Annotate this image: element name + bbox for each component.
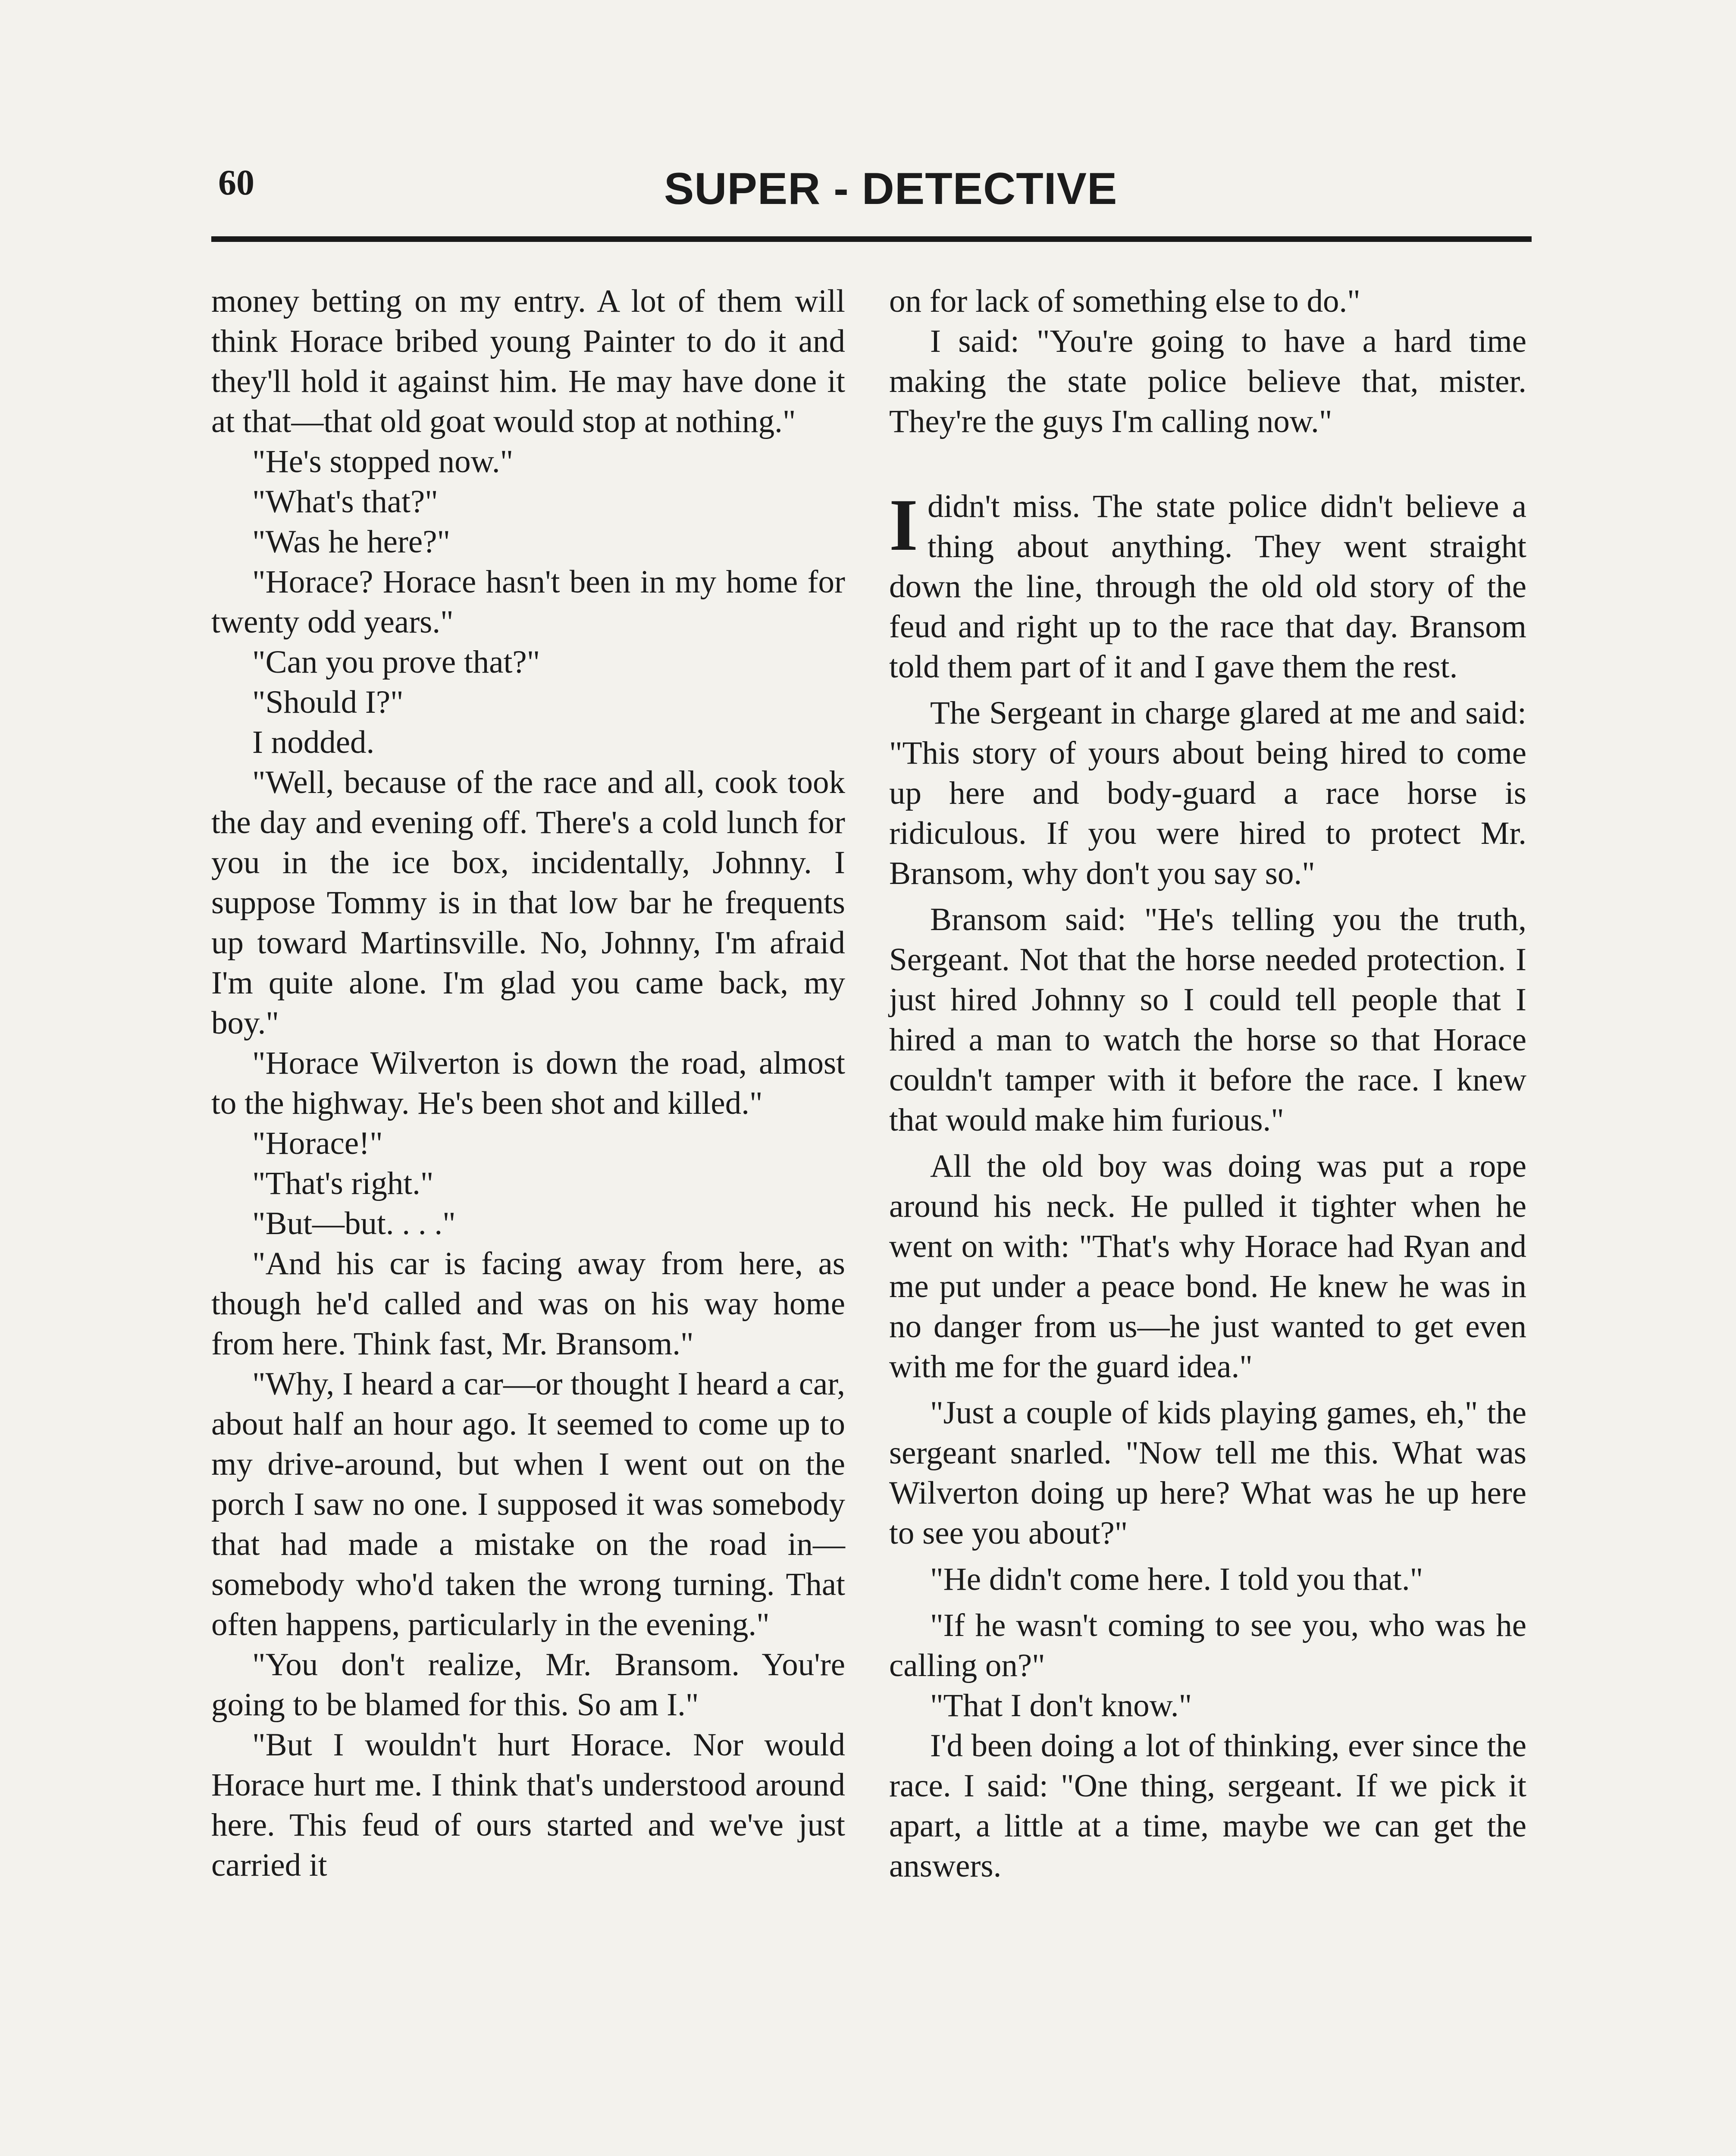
paragraph: All the old boy was doing was put a rope around his neck. He pulled it tighter when he went on with: "That's why Horace had Ryan and me put under a peace bond. He knew he was in no danger from us—he just wanted to get even with me for the guard idea.": [889, 1148, 1526, 1385]
paragraph: "But—but. . . .": [252, 1206, 456, 1241]
paragraph: "He's stopped now.": [252, 444, 514, 479]
drop-cap: I: [889, 484, 918, 566]
paragraph: "Horace? Horace hasn't been in my home for twenty odd years.": [211, 564, 845, 640]
page-number: 60: [218, 163, 254, 203]
paragraph: on for lack of something else to do.": [889, 283, 1360, 319]
paragraph: "And his car is facing away from here, as though he'd called and was on his way home from here. Think fast, Mr. Bransom.": [211, 1246, 845, 1362]
paragraph: The Sergeant in charge glared at me and said: "This story of yours about being hired to come up here and body-guard a race horse is ridiculous. If you were hired to protect Mr. Bransom, why don't you say so.": [889, 695, 1526, 891]
paragraph: Bransom said: "He's telling you the truth, Sergeant. Not that the horse needed protection. I just hired Johnny so I could tell people that I hired a man to watch the horse so that Horace couldn't tamper with it before the race. I knew that would make him furious.": [889, 902, 1526, 1138]
paragraph: "What's that?": [252, 484, 438, 520]
right-column: [889, 281, 1526, 1886]
paragraph: "That's right.": [252, 1166, 434, 1201]
paragraph: "Why, I heard a car—or thought I heard a car, about half an hour ago. It seemed to come up to my drive-around, but when I went out on the porch I saw no one. I supposed it was somebody that had made a mistake on the road in—somebody who'd taken the wrong turning. That often happens, particularly in the evening.": [211, 1366, 845, 1642]
paragraph: "Well, because of the race and all, cook took the day and evening off. There's a cold lunch for you in the ice box, incidentally, Johnny. I suppose Tommy is in that low bar he frequents up toward Martinsville. No, Johnny, I'm afraid I'm quite alone. I'm glad you came back, my boy.": [211, 765, 845, 1041]
section-opening-paragraph: [889, 486, 1526, 687]
running-title: SUPER - DETECTIVE: [664, 164, 1118, 214]
paragraph: money betting on my entry. A lot of them will think Horace bribed young Painter to do it and they'll hold it against him. He may have done it at that—that old goat would stop at nothing.": [211, 283, 845, 439]
paragraph: "Just a couple of kids playing games, eh," the sergeant snarled. "Now tell me this. What was Wilverton doing up here? What was he up here to see you about?": [889, 1395, 1526, 1551]
paragraph: "If he wasn't coming to see you, who was he calling on?": [889, 1608, 1526, 1683]
paragraph: "You don't realize, Mr. Bransom. You're going to be blamed for this. So am I.": [211, 1647, 845, 1723]
paragraph: I nodded.: [252, 724, 375, 760]
section-opening-text: didn't miss. The state police didn't believe a thing about anything. They went straight down the line, through the old old story of the feud and right up to the race that day. Bransom told them part of it and I gave them the rest.: [889, 489, 1526, 685]
page-header: [0, 0, 1736, 246]
paragraph: "Should I?": [252, 684, 404, 720]
paragraph: "Horace!": [252, 1125, 383, 1161]
paragraph: "He didn't come here. I told you that.": [930, 1561, 1423, 1597]
paragraph: "Can you prove that?": [252, 644, 540, 680]
paragraph: "That I don't know.": [930, 1688, 1192, 1724]
paragraph: "Horace Wilverton is down the road, almost to the highway. He's been shot and killed.": [211, 1045, 845, 1121]
paragraph: I said: "You're going to have a hard time making the state police believe that, mister. They're the guys I'm calling now.": [889, 323, 1526, 439]
header-rule: [211, 236, 1532, 242]
paragraph: "But I wouldn't hurt Horace. Nor would Horace hurt me. I think that's understood around here. This feud of ours started and we've just carried it: [211, 1727, 845, 1883]
paragraph: "Was he here?": [252, 524, 451, 560]
paragraph: I'd been doing a lot of thinking, ever since the race. I said: "One thing, sergeant. If we pick it apart, a little at a time, maybe we can get the answers.: [889, 1728, 1526, 1884]
left-column: [211, 281, 845, 1885]
